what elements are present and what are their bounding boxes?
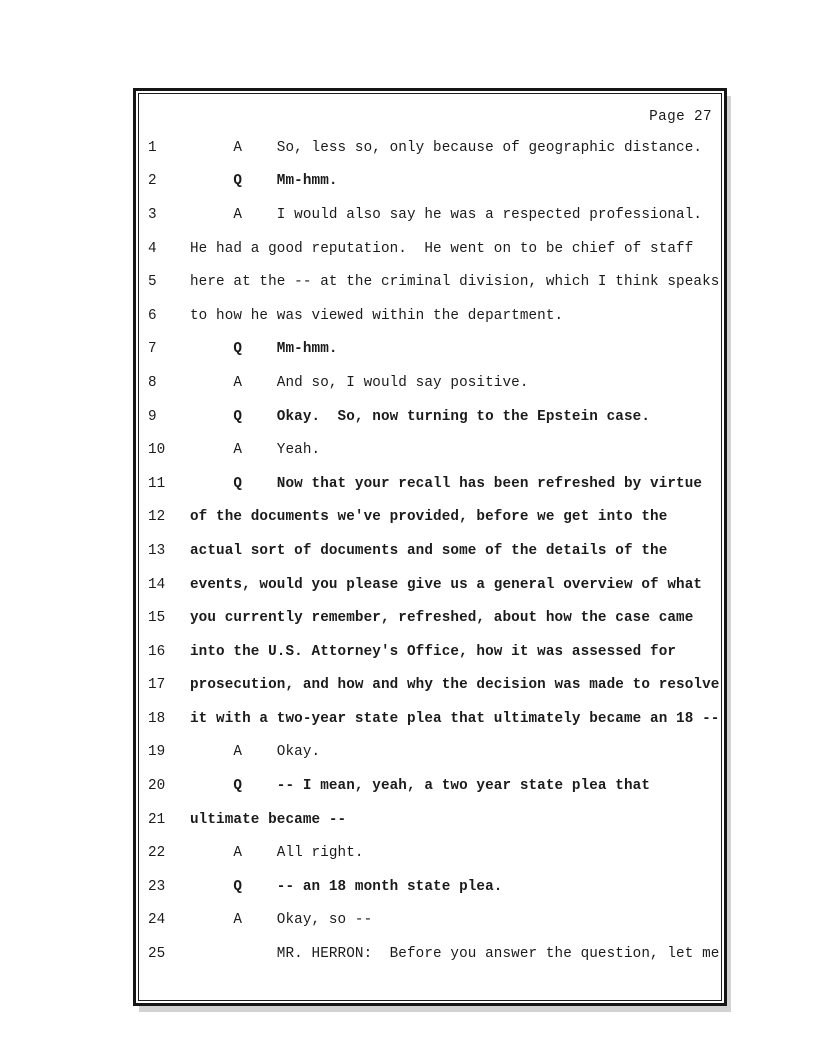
line-number: 10 [148,442,166,459]
line-number: 2 [148,173,157,190]
speaker-text: A All right. [190,845,364,862]
line-number: 24 [148,912,166,929]
line-text: of the documents we've provided, before we get into the [190,509,668,526]
line-text: into the U.S. Attorney's Office, how it was assessed for [190,643,677,660]
transcript-line-4 [148,232,721,266]
line-number: 13 [148,542,166,559]
line-number: 14 [148,576,166,593]
line-number: 17 [148,677,166,694]
transcript-line-10 [148,433,721,467]
line-number: 3 [148,206,157,223]
transcript-line-22 [148,836,721,870]
transcript-line-18 [148,702,721,736]
transcript-line-14 [148,568,721,602]
line-number: 4 [148,240,157,257]
line-text: here at the -- at the criminal division, which I think speaks [190,274,720,291]
line-text: you currently remember, refreshed, about how the case came [190,610,694,627]
transcript-line-16 [148,635,721,669]
speaker-text: A Okay. [190,744,321,761]
transcript-line-11 [148,467,721,501]
transcript-line-13 [148,534,721,568]
line-number: 22 [148,845,166,862]
line-text: MR. HERRON: Before you answer the question, let me [190,946,720,963]
line-text: actual sort of documents and some of the details of the [190,542,668,559]
transcript-line-7 [148,333,721,367]
line-number: 21 [148,811,166,828]
line-number: 19 [148,744,166,761]
line-number: 23 [148,878,166,895]
line-text: it with a two-year state plea that ultimately became an 18 -- [190,710,720,727]
transcript-frame-inner [138,93,722,1001]
line-number: 11 [148,475,166,492]
transcript-line-24 [148,904,721,938]
transcript-line-23 [148,870,721,904]
line-text: events, would you please give us a general overview of what [190,576,703,593]
line-number: 9 [148,408,157,425]
line-number: 1 [148,139,157,156]
transcript-line-9 [148,400,721,434]
line-number: 5 [148,274,157,291]
transcript-line-19 [148,736,721,770]
line-number: 8 [148,374,157,391]
speaker-text: A And so, I would say positive. [190,374,529,391]
transcript-frame [133,88,727,1006]
line-number: 6 [148,307,157,324]
transcript-line-25 [148,937,721,971]
speaker-text: Q Mm-hmm. [190,341,338,358]
line-text: prosecution, and how and why the decision was made to resolve [190,677,720,694]
transcript-lines [139,131,721,971]
transcript-line-5 [148,265,721,299]
transcript-line-8 [148,366,721,400]
line-number: 18 [148,710,166,727]
page-number: Page 27 [649,109,712,125]
speaker-text: Q Mm-hmm. [190,173,338,190]
transcript-line-1 [148,131,721,165]
speaker-text: A I would also say he was a respected professional. [190,206,703,223]
transcript-line-17 [148,669,721,703]
transcript-line-20 [148,769,721,803]
transcript-line-3 [148,198,721,232]
line-number: 20 [148,778,166,795]
line-text: ultimate became -- [190,811,347,828]
transcript-line-2 [148,165,721,199]
transcript-line-15 [148,601,721,635]
speaker-text: Q -- an 18 month state plea. [190,878,503,895]
speaker-text: Q -- I mean, yeah, a two year state plea that [190,778,651,795]
speaker-text: Q Okay. So, now turning to the Epstein case. [190,408,651,425]
speaker-text: Q Now that your recall has been refreshed by virtue [190,475,703,492]
line-number: 15 [148,610,166,627]
speaker-text: A Yeah. [190,442,321,459]
speaker-text: A So, less so, only because of geographic distance. [190,139,703,156]
transcript-line-12 [148,501,721,535]
transcript-line-21 [148,803,721,837]
transcript-line-6 [148,299,721,333]
line-number: 7 [148,341,157,358]
line-number: 12 [148,509,166,526]
line-number: 16 [148,643,166,660]
line-number: 25 [148,946,166,963]
line-text: He had a good reputation. He went on to be chief of staff [190,240,694,257]
speaker-text: A Okay, so -- [190,912,373,929]
line-text: to how he was viewed within the department. [190,307,564,324]
